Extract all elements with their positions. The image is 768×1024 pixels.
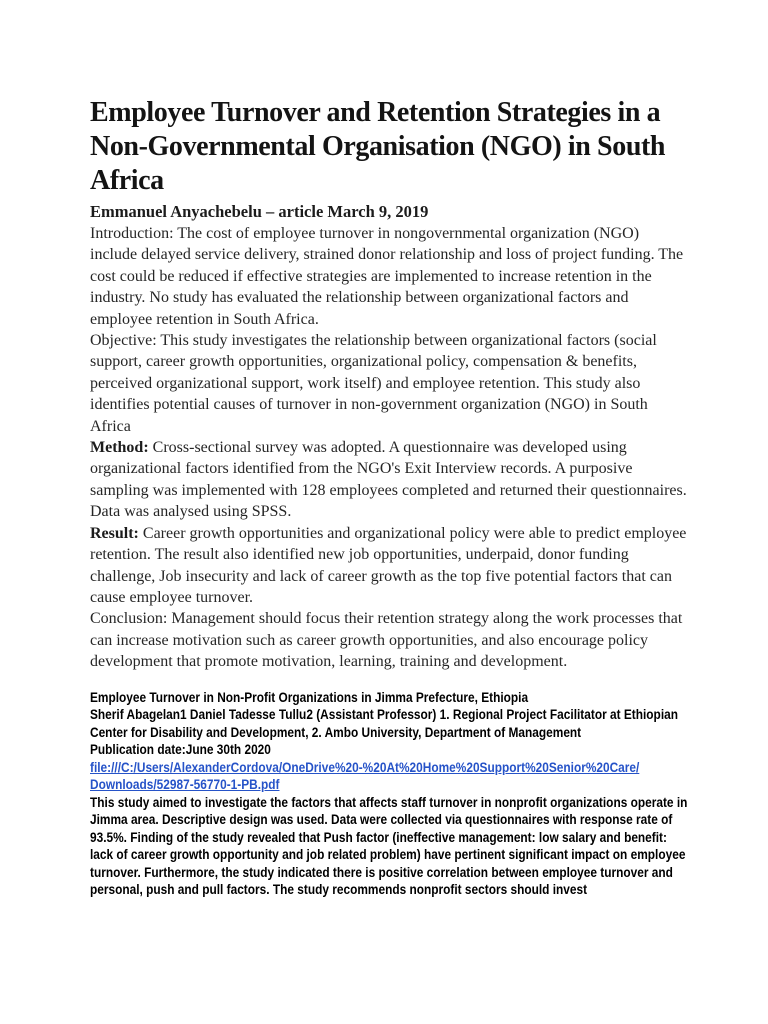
conclusion-text: Conclusion: Management should focus their retention strategy along the work processes that can increase motivation such as career growth opportunities, and also encourage policy development that promote motivation, learning, training and development. — [90, 610, 683, 671]
intro-text: Introduction: The cost of employee turnover in nongovernmental organization (NGO) include delayed service delivery, strained donor relationship and loss of project funding. The cost could be reduced if effective strategies are implemented to increase retention in the industry. No study has evaluated the relationship between organizational factors and employee retention in South Africa. — [90, 225, 684, 328]
second-article-authors: Sherif Abagelan1 Daniel Tadesse Tullu2 (Assistant Professor) 1. Regional Project Facilitator at Ethiopian Center for Disability and Development, 2. Ambo University, Department of Management — [90, 707, 678, 740]
second-article-abstract: This study aimed to investigate the factors that affects staff turnover in nonprofit organizations operate in Jimma area. Descriptive design was used. Data were collected via questionnaires with response rate of 93.5%. Finding of the study revealed that Push factor (ineffective management: low salary and benefit: lack of career growth opportunity and job related problem) have pertinent significant impact on employee turnover. Furthermore, the study indicated there is positive correlation between employee turnover and personal, push and pull factors. The study recommends nonprofit sectors should invest — [90, 794, 688, 898]
file-link-line-1[interactable]: file:///C:/Users/AlexanderCordova/OneDrive%20-%20At%20Home%20Support%20Senior%20Care/ — [90, 759, 640, 775]
conclusion-paragraph — [90, 608, 690, 672]
file-link[interactable] — [90, 760, 639, 793]
file-link-line-2[interactable]: Downloads/52987-56770-1-PB.pdf — [90, 777, 280, 793]
article-byline: Emmanuel Anyachebelu – article March 9, 2019 — [90, 202, 429, 221]
article-body — [90, 223, 690, 673]
result-label: Result: — [90, 524, 143, 542]
second-article-section — [90, 689, 690, 899]
article-title: Employee Turnover and Retention Strategies in a Non-Governmental Organisation (NGO) in South Africa — [90, 97, 666, 196]
intro-paragraph — [90, 223, 690, 330]
second-article-publication-date: Publication date:June 30th 2020 — [90, 742, 271, 758]
method-paragraph — [90, 437, 690, 523]
result-paragraph — [90, 523, 690, 609]
objective-paragraph — [90, 330, 690, 437]
second-article-heading: Employee Turnover in Non-Profit Organizations in Jimma Prefecture, Ethiopia — [90, 689, 529, 705]
result-text: Career growth opportunities and organizational policy were able to predict employee retention. The result also identified new job opportunities, underpaid, donor funding challenge, Job insecurity and lack of career growth as the top five potential factors that can cause employee turnover. — [90, 524, 687, 606]
method-label: Method: — [90, 439, 153, 457]
objective-text: Objective: This study investigates the relationship between organizational factors (social support, career growth opportunities, organizational policy, compensation & benefits, perceived organizational support, work itself) and employee retention. This study also identifies potential causes of turnover in non-government organization (NGO) in South Africa — [90, 332, 657, 435]
method-text: Cross-sectional survey was adopted. A questionnaire was developed using organizational factors identified from the NGO's Exit Interview records. A purposive sampling was implemented with 128 employees completed and returned their questionnaires. Data was analysed using SPSS. — [90, 439, 687, 521]
